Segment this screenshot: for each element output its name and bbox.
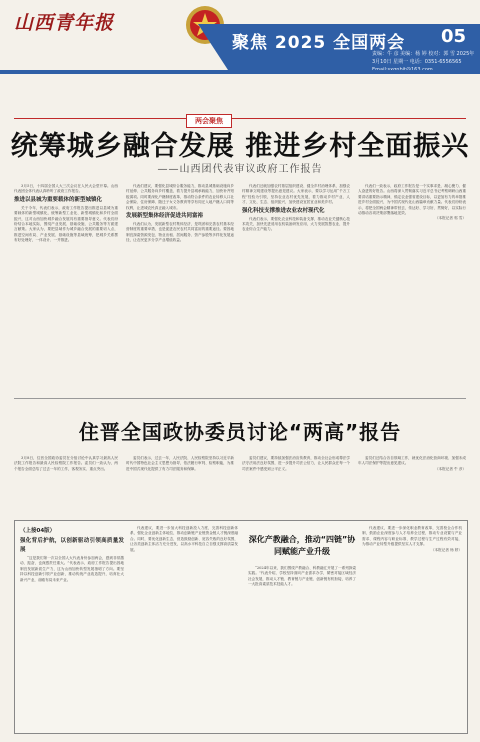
continued-paragraph: 代表建议，要进一步深化职业教育改革，完善校企合作机制，鼓励企业深度参与人才培养全过程，推动专业设置与产业需求、课程内容与职业标准、教学过程与生产过程有效对接，为推动产业转型升级提供坚实人才支撑。 [362, 526, 462, 547]
continued-paragraph: “2024年以来，我们围绕产教融合、科教融汇开展了一系列探索实践。”代表介绍，学校坚持面向产业需求办学，紧密对接区域经济社会发展，推动人才链、教育链与产业链、创新链有机衔接，培养了一大批高素质技术技能人才。 [248, 566, 356, 587]
continued-column-4 [362, 526, 462, 728]
article-divider [14, 398, 466, 399]
article2-headline: 住晋全国政协委员讨论“两高”报告 [78, 420, 402, 444]
article1-paragraph: 代表们还就加强农村基层组织建设、健全乡村治理体系、加强农村精神文明建设等提出意见建议。大家表示，要以学习运用“千万工程”经验为引领，坚持农业农村优先发展，着力推动乡村产业、人才、文化、生态、组织振兴，加快建设宜居宜业和美乡村。 [242, 184, 350, 205]
article1-column-4 [358, 184, 466, 388]
continued-column-2 [130, 526, 238, 728]
continued-paragraph: “这是我们第一次以全国人大代表身份参加两会，感到非常激动、振奋，也深感责任重大。”代表表示，政府工作报告提出因地制宜发展新质生产力，这为山西加快转型发展指明了方向。要坚持以科技创新引领产业创新，推动传统产业改造提升，培育壮大新兴产业，前瞻布局未来产业。 [20, 556, 124, 582]
article2-paragraph: 委员们表示，过去一年，人民法院、人民检察院坚持以习近平新时代中国特色社会主义思想为指导，依法履行审判、检察职能，为推进中国式现代化提供了有力司法服务和保障。 [126, 456, 234, 471]
article2-paragraph: 委员们建议，要持续加强法治宣传教育，推动全社会形成尊法学法守法用法良好氛围，进一步提升司法公信力，让人民群众在每一个司法案件中感受到公平正义。 [242, 456, 350, 471]
article1-headline: 统筹城乡融合发展 推进乡村全面振兴 [10, 131, 470, 162]
continued-byline: （本报记者 杨 婷） [430, 547, 462, 552]
continued-subheading: 强化背后护航，以创新驱动引领高质量发展 [20, 538, 124, 553]
article1-column-1 [14, 184, 118, 388]
masthead-rule [0, 70, 480, 74]
article2-column-3 [242, 456, 350, 512]
topic-title: 聚焦 2025 全国两会 [232, 33, 406, 53]
article1-column-3 [242, 184, 350, 388]
article1-paragraph: 代表们认为，发展新型农村集体经济，是巩固和完善农村基本经营制度的重要举措，也是促进农民农村共同富裕的重要途径。要因地制宜探索资源发包、物业出租、居间服务、资产参股等多样化发展途径，让农民更多分享产业增值收益。 [126, 222, 234, 243]
article1-paragraph: 代表们建议，要强化县城综合服务能力，推动县城基础设施向乡村延伸、公共服务向乡村覆盖，着力提升县城承载能力，加快补齐短板弱项。同时要深化户籍制度改革，推动符合条件的农业转移人口社会保险、住房保障、随迁子女义务教育等享有同迁入地户籍人口同等权利，让进城农民真正融入城市。 [126, 184, 234, 210]
article2-paragraph: 委员们还结合各自领域工作，就优化法治化营商环境、加强未成年人司法保护等提出意见建议。 [358, 456, 466, 466]
continued-column-1 [20, 526, 124, 728]
article2-column-1 [14, 456, 118, 512]
article2-column-2 [126, 456, 234, 512]
article1-byline: （本报记者 郭 雪） [434, 216, 466, 221]
article2-byline: （本报记者 牛 彦） [434, 466, 466, 471]
continued-column-3-title: 深化产教融合，推动“四链”协同赋能产业升级 [248, 535, 356, 556]
article1-subheading-3: 强化科技支撑推进农业农村现代化 [242, 207, 325, 214]
article2-column-4 [358, 456, 466, 512]
section-tag: 两会聚焦 [186, 114, 232, 128]
article1-subheading-2: 发展新型集体经济促进共同富裕 [126, 213, 204, 220]
article1-lead: 3月5日，十四届全国人大三次会议在人民大会堂开幕。山西代表团全体代表认真聆听了政府工作报告。 [14, 184, 118, 194]
article1-subhead: ——山西团代表审议政府工作报告 [157, 164, 323, 175]
article1-subheading-1: 推进以县城为重要载体的新型城镇化 [14, 196, 103, 203]
editor-meta-line: 责编：牛 彦 美编：杨 婷 校对：郭 雪 2025年3月10日 星期一 电话：0351-6556565 [372, 51, 475, 65]
article2-paragraph: 3月8日，住晋全国政协委员在分组讨论中认真学习最高人民法院工作报告和最高人民检察院工作报告。委员们一致认为，两个报告全面总结了过去一年的工作，客观务实、重点突出。 [14, 456, 118, 471]
article1-column-2 [126, 184, 234, 388]
page-number: 05 [440, 26, 466, 47]
continued-tag: （上接04版） [20, 528, 56, 534]
article1-paragraph: 代表们一致表示，政府工作报告是一个实事求是、凝心聚力、催人奋进的好报告。山西将深入贯彻落实习近平总书记考察调研山西重要讲话重要指示精神，锚定农业强省建设目标，以更加有力的举措推进乡村全面振兴，为中国式现代化山西篇章贡献力量。代表们纷纷表示，将把全国两会精神带回去，传达好、学习好、贯彻好，以实际行动推动各项决策部署落地见效。 [358, 184, 466, 216]
continued-paragraph: 代表建议，要进一步加大科技创新投入力度，完善科技创新体系，强化企业创新主体地位，推动创新链产业链资金链人才链深度融合。同时，要优化创新生态，营造鼓励创新、宽容失败的良好氛围，让各类创新主体活力充分迸发，以高水平科技自立自强支撑高质量发展。 [130, 526, 238, 552]
continued-column-3 [248, 566, 356, 728]
section-divider [14, 118, 466, 119]
article1-paragraph: 关于今年，代表们表示，政府工作报告提出推进以县城为重要载体的新型城镇化，统筹新型工业化、新型城镇化和乡村全面振兴，这对山西加快城乡融合发展具有重要指导意义。代表们纷纷结合本地实际，围绕产业发展、基础设施、公共服务等方面建言献策。大家认为，要把县域作为城乡融合发展的重要切入点，推进空间布局、产业发展、基础设施等县域统筹，把城乡关系摆布好处理好，一体设计、一并推进。 [14, 205, 118, 243]
article1-paragraph: 代表们表示，要强化农业科技和装备支撑，推动农业关键核心技术攻关，加快先进适用农机装备研发应用，大力发展智慧农业，提升农业综合生产能力。 [242, 216, 350, 232]
newspaper-logo: 山西青年报 [14, 12, 115, 34]
